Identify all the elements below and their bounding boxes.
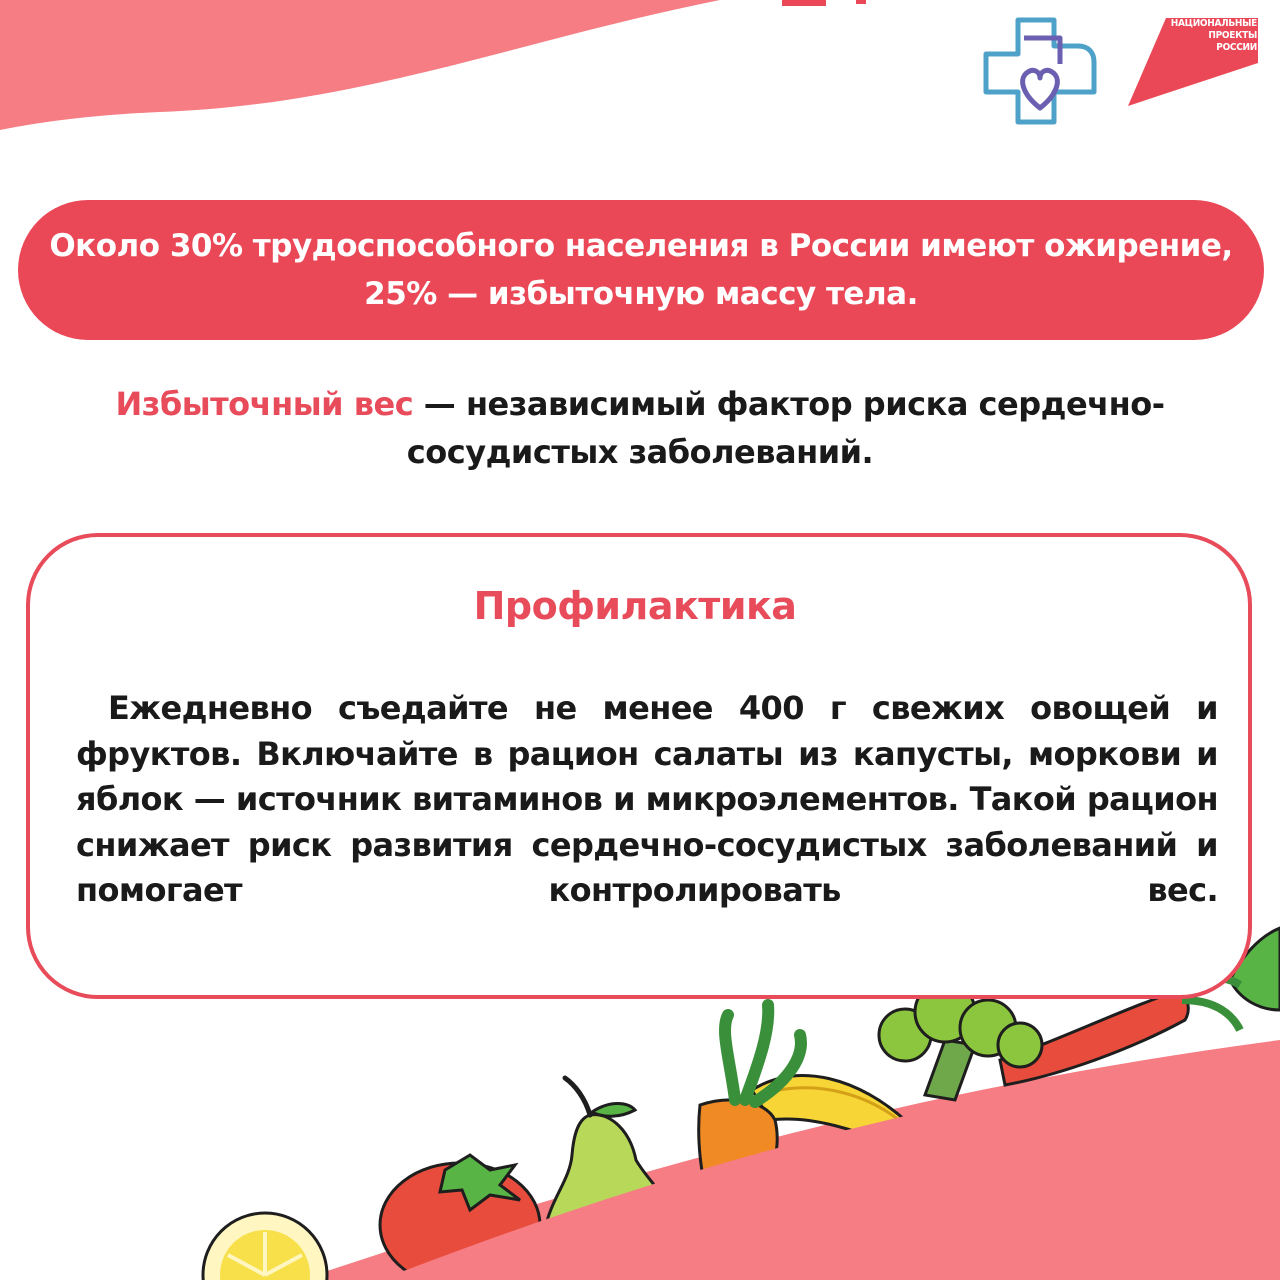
- tomato-icon: [380, 1155, 540, 1280]
- risk-term: Избыточный вес: [115, 385, 414, 423]
- pear-icon: [544, 1078, 678, 1280]
- prevention-title: Профилактика: [473, 584, 797, 628]
- headline-line-1: Около 30% трудоспособного населения в России имеют ожирение,: [49, 228, 1233, 264]
- lemon-icon: [203, 1213, 327, 1280]
- national-projects-logo-text: НАЦИОНАЛЬНЫЕ ПРОЕКТЫ РОССИИ: [1170, 18, 1257, 53]
- prevention-body: Ежедневно съедайте не менее 400 г свежих овощей и фруктов. Включайте в рацион салаты из капусты, моркови и яблок — источник витаминов и микроэлементов. Такой рацион снижает риск развития сердечно-сосудистых заболеваний и помогает контролировать вес.: [76, 689, 1218, 909]
- risk-description: — независимый фактор риска сердечно-сосудистых заболеваний.: [406, 385, 1165, 471]
- headline-line-2: 25% — избыточную массу тела.: [364, 276, 918, 312]
- carrot-icon: [699, 1005, 801, 1240]
